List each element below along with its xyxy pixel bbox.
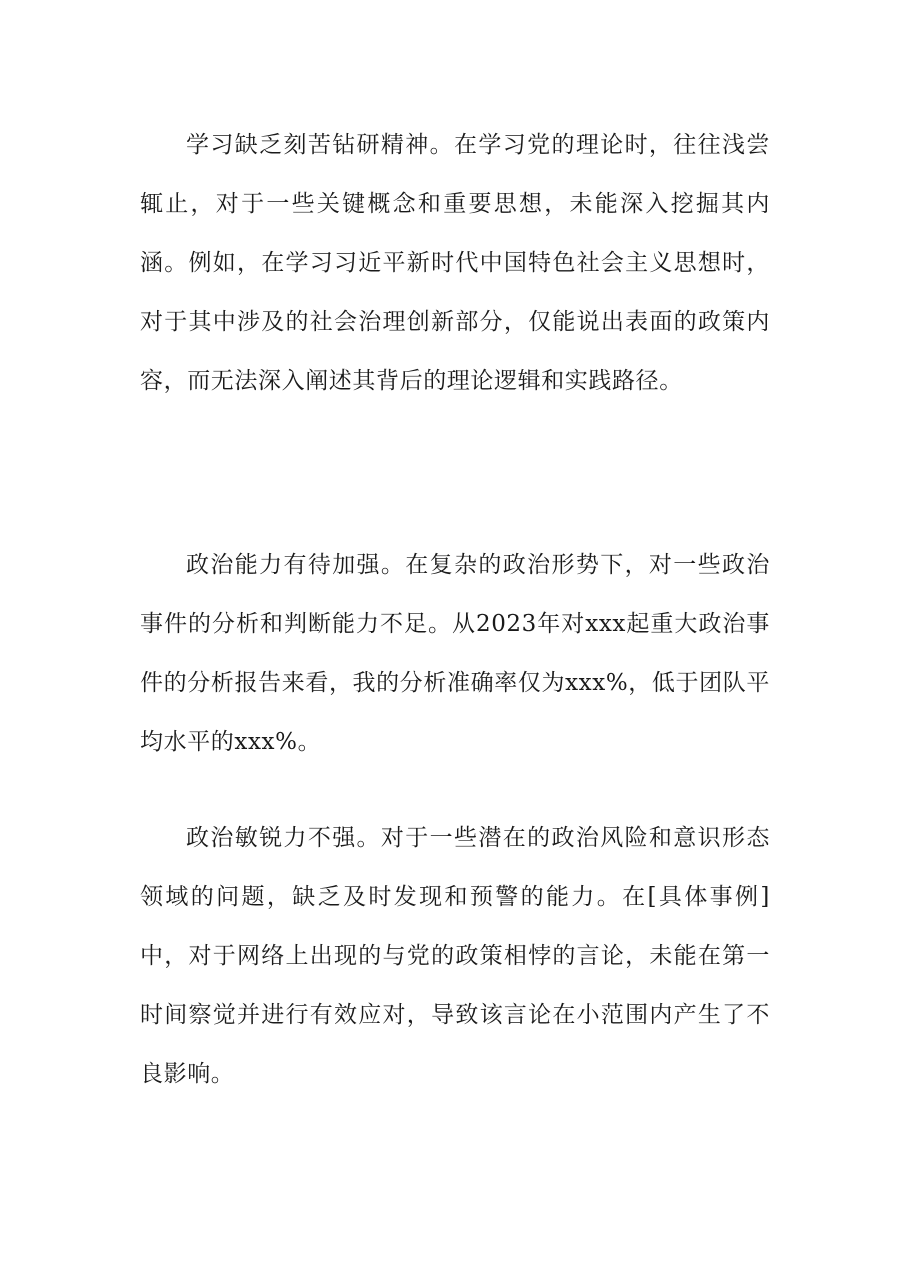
paragraph-political-capability: 政治能力有待加强。在复杂的政治形势下，对一些政治事件的分析和判断能力不足。从2023年对xxx起重大政治事件的分析报告来看，我的分析准确率仅为xxx%，低于团队平均水平的xxx%。 [140, 552, 770, 755]
paragraph-political-sensitivity: 政治敏锐力不强。对于一些潜在的政治风险和意识形态领域的问题，缺乏及时发现和预警的能力。在[具体事例]中，对于网络上出现的与党的政策相悖的言论，未能在第一时间察觉并进行有效应对，导致该言论在小范围内产生了不良影响。 [140, 825, 770, 1087]
paragraph-study-deficiency: 学习缺乏刻苦钻研精神。在学习党的理论时，往往浅尝辄止，对于一些关键概念和重要思想，未能深入挖掘其内涵。例如，在学习习近平新时代中国特色社会主义思想时，对于其中涉及的社会治理创新部分，仅能说出表面的政策内容，而无法深入阐述其背后的理论逻辑和实践路径。 [140, 132, 770, 394]
